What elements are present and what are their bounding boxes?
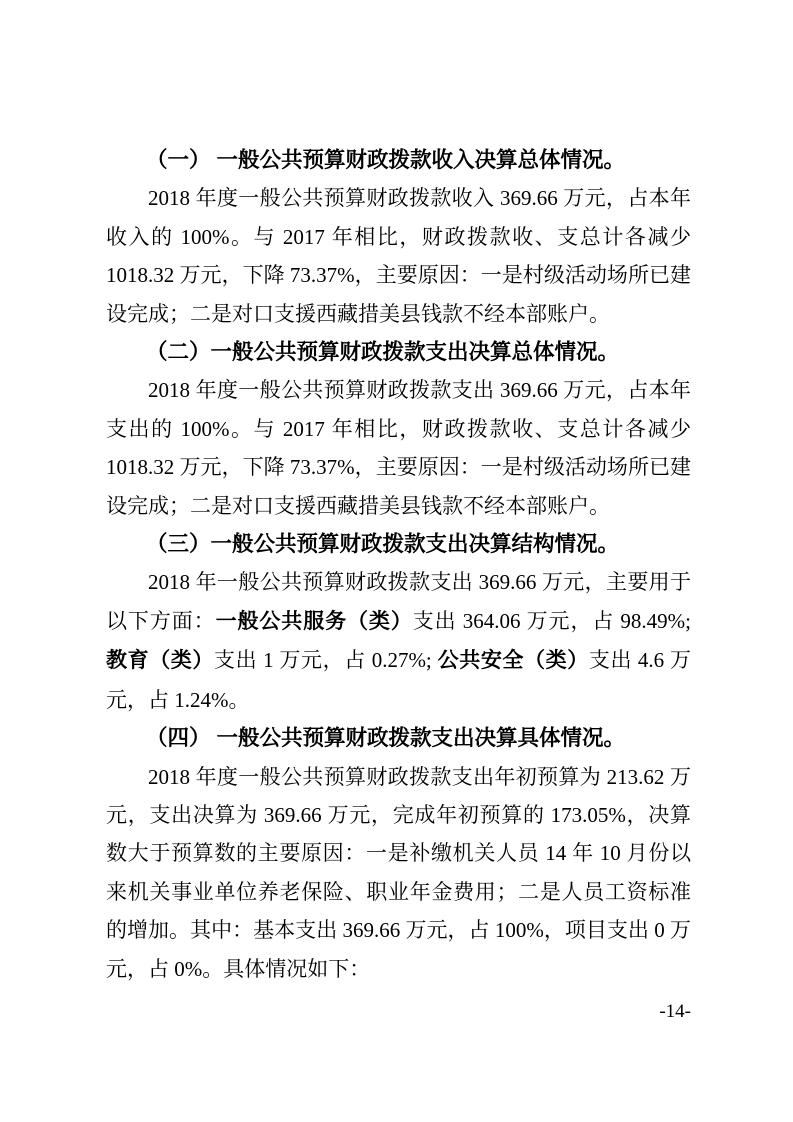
section-2-paragraph: 2018 年度一般公共预算财政拨款支出 369.66 万元，占本年支出的 100%。与 2017 年相比，财政拨款收、支总计各减少 1018.32 万元，下降 73.37%，主要原因：一是村级活动场所已建设完成；二是对口支援西藏措美县钱款不经本部账户。 [106, 378, 691, 518]
paragraph-segment: 2018 年一般公共预算财政拨款支出 369.66 万元，主要用于以下方面： [106, 570, 691, 633]
section-4-paragraph: 2018 年度一般公共预算财政拨款支出年初预算为 213.62 万元，支出决算为 369.66 万元，完成年初预算的 173.05%，决算数大于预算数的主要原因：一是补缴机关人员 14 年 10 月份以来机关事业单位养老保险、职业年金费用；二是人员工资标准的增加。其中：基本支出 369.66 万元，占 100%，项目支出 0 万元，占 0%。具体情况如下： [106, 764, 691, 981]
section-3-paragraph [106, 563, 691, 719]
paragraph-segment-bold: 一般公共服务（类） [215, 609, 413, 633]
paragraph-segment: 支出 4.6 万元，占 1.24%。 [106, 648, 692, 712]
paragraph-segment-bold: 公共安全（类） [437, 649, 589, 673]
section-2-heading: （二）一般公共预算财政拨款支出决算总体情况。 [146, 340, 620, 365]
section-3-heading: （三）一般公共预算财政拨款支出决算结构情况。 [146, 532, 620, 557]
section-1-paragraph: 2018 年度一般公共预算财政拨款收入 369.66 万元，占本年收入的 100%。与 2017 年相比，财政拨款收、支总计各减少 1018.32 万元，下降 73.37%，主要原因：一是村级活动场所已建设完成；二是对口支援西藏措美县钱款不经本部账户。 [106, 186, 691, 326]
paragraph-segment-bold: 教育（类） [106, 649, 215, 673]
section-1-heading: （一） 一般公共预算财政拨款收入决算总体情况。 [146, 148, 625, 172]
page-number: -14- [659, 1000, 691, 1022]
document-content [106, 141, 691, 1031]
section-4-heading: （四） 一般公共预算财政拨款支出决算具体情况。 [146, 726, 625, 751]
paragraph-segment: 支出 364.06 万元，占 98.49%; [412, 608, 692, 633]
paragraph-segment: 支出 1 万元，占 0.27%; [214, 648, 438, 673]
